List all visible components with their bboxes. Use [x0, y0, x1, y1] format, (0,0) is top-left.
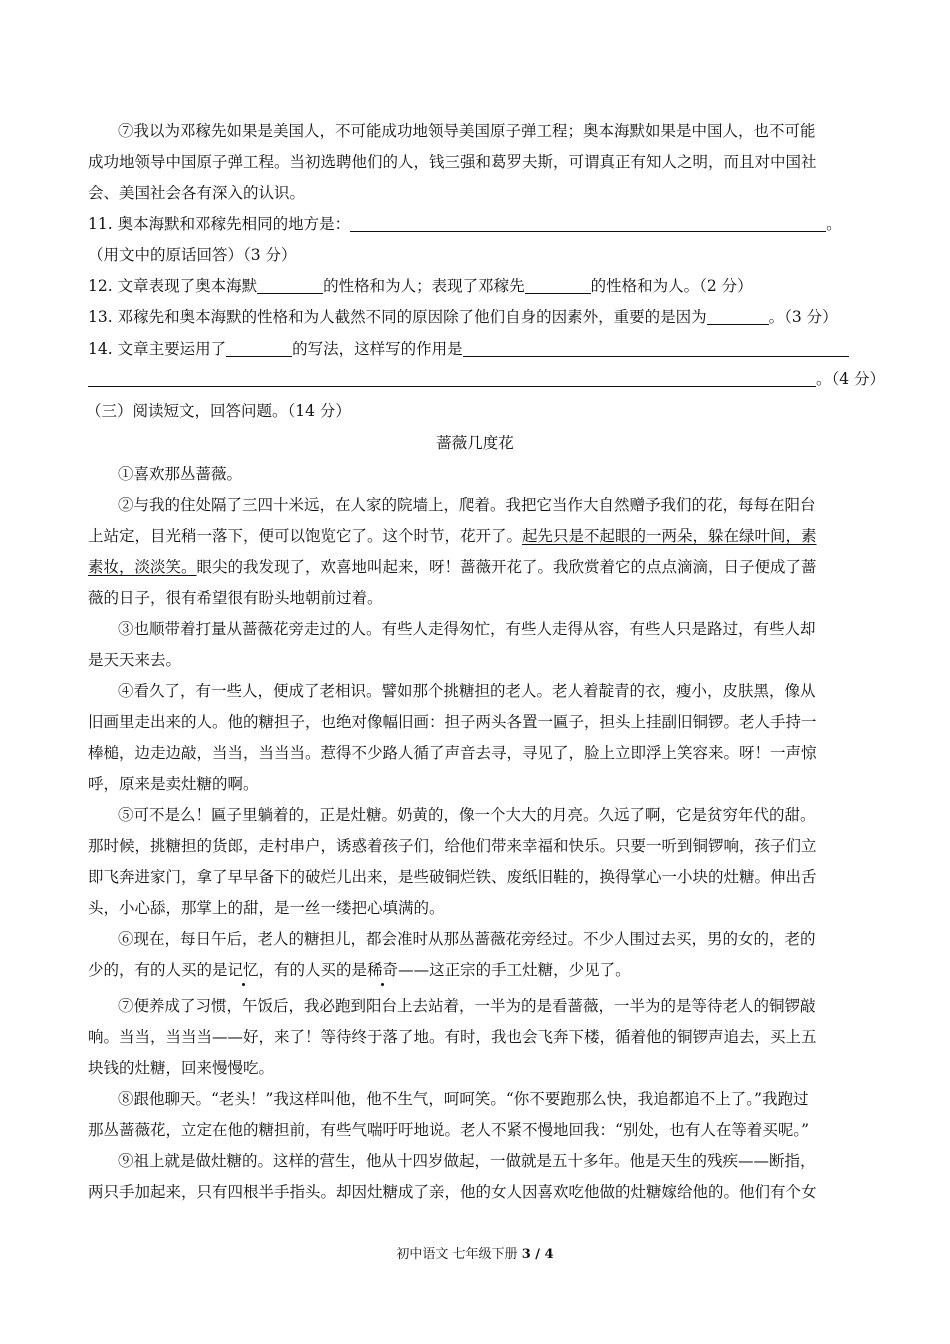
p6-text-a: 少的，有的人买的是 — [88, 961, 228, 979]
p2-text-cont: 眼尖的我发现了，欢喜地叫起来，呀！蔷薇开花了。我欣赏着它的点点滴滴，日子便成了蔷 — [196, 558, 817, 576]
question-14-continued — [88, 368, 886, 390]
passage-p7-line-3: 块钱的灶糖，回来慢慢吃。 — [88, 1059, 275, 1077]
passage-p6-line-2 — [88, 959, 868, 989]
q11-answer-blank[interactable] — [350, 215, 826, 232]
p6-emphasis-memory: 记忆 — [227, 961, 259, 979]
section-3-heading: （三）阅读短文，回答问题。（14 分） — [86, 402, 351, 420]
passage-p5-line-2: 那时候，挑糖担的货郎，走村串户，诱惑着孩子们，给他们带来幸福和快乐。只要一听到铜锣响，孩子们立 — [88, 837, 817, 855]
passage-p4-line-1: ④看久了，有一些人，便成了老相识。譬如那个挑糖担的老人。老人着靛青的衣，瘦小，皮肤黑，像从 — [118, 682, 816, 700]
passage-p9-line-1: ⑨祖上就是做灶糖的。这样的营生，他从十四岁做起，一做就是五十多年。他是天生的残疾——断指， — [118, 1152, 816, 1170]
passage-p6-line-1: ⑥现在，每日午后，老人的糖担儿，都会准时从那丛蔷薇花旁经过。不少人围过去买，男的女的，老的 — [118, 930, 816, 948]
p2-text: 上站定，目光稍一落下，便可以饱览它了。这个时节，花开了。 — [88, 527, 523, 545]
passage-p5-line-3: 即飞奔进家门，拿了早早备下的破烂儿出来，是些破铜烂铁、废纸旧鞋的，换得掌心一小块的灶糖。伸出舌 — [88, 868, 817, 886]
q11-note: （用文中的原话回答）（3 分） — [88, 246, 297, 264]
question-14 — [88, 338, 868, 360]
passage-p4-line-2: 旧画里走出来的人。他的糖担子，也绝对像幅旧画：担子两头各置一匾子，担头上挂副旧铜锣。老人手持一 — [88, 713, 817, 731]
page-footer — [0, 1246, 950, 1264]
passage-p5-line-1: ⑤可不是么！匾子里躺着的，正是灶糖。奶黄的，像一个大大的月亮。久远了啊，它是贫穷年代的甜。 — [118, 806, 816, 824]
question-12 — [88, 275, 868, 297]
p6-text-b: ，有的人买的是 — [258, 961, 368, 979]
q11-prefix: 11. 奥本海默和邓稼先相同的地方是： — [88, 215, 351, 233]
passage-p4-line-3: 棒槌，边走边敲，当当，当当当。惹得不少路人循了声音去寻，寻见了，脸上立即浮上笑容来。呀！一声惊 — [88, 744, 817, 762]
q12-blank-2[interactable] — [525, 277, 591, 294]
passage-p1: ①喜欢那丛蔷薇。 — [118, 465, 243, 483]
passage-p4-line-4: 呼，原来是卖灶糖的啊。 — [88, 775, 259, 793]
passage-title: 蔷薇几度花 — [436, 434, 514, 452]
q13-blank[interactable] — [707, 308, 769, 325]
p6-emphasis-novelty: 稀奇 — [367, 961, 399, 979]
p2-underlined-sentence: 起先只是不起眼的一两朵，躲在绿叶间，素 — [522, 527, 817, 545]
passage-p9-line-2: 两只手加起来，只有四根半手指头。却因灶糖成了亲，他的女人因喜欢吃他做的灶糖嫁给他的。他们有个女 — [88, 1183, 817, 1201]
q13-text-b: 。（3 分） — [768, 308, 838, 326]
passage-p2-line-4: 薇的日子，很有希望很有盼头地朝前过着。 — [88, 589, 383, 607]
footer-label: 初中语文 七年级下册 — [396, 1247, 522, 1262]
q13-text-a: 13. 邓稼先和奥本海默的性格和为人截然不同的原因除了他们自身的因素外，重要的是因为 — [88, 308, 707, 326]
passage-p3-line-2: 是天天来去。 — [88, 651, 182, 669]
p7-line-2: 成功地领导中国原子弹工程。当初选聘他们的人，钱三强和葛罗夫斯，可谓真正有知人之明，而且对中国社 — [88, 153, 817, 171]
passage-p8-line-2: 那丛蔷薇花，立定在他的糖担前，有些气喘吁吁地说。老人不紧不慢地回我：“别处，也有人在等着买呢。” — [88, 1121, 810, 1139]
q11-suffix: 。 — [826, 215, 842, 233]
passage-p8-line-1: ⑧跟他聊天。“老头！”我这样叫他，他不生气，呵呵笑。“你不要跑那么快，我追都追不上了。”我跑过 — [118, 1090, 809, 1108]
question-13 — [88, 306, 868, 328]
q14-text-a: 14. 文章主要运用了 — [88, 340, 227, 358]
page-number: 3 / 4 — [521, 1247, 554, 1262]
q12-text-c: 的性格和为人。（2 分） — [590, 277, 753, 295]
passage-p7-line-2: 响。当当，当当当——好，来了！等待终于落了地。有时，我也会飞奔下楼，循着他的铜锣声追去，买上五 — [88, 1028, 817, 1046]
passage-p5-line-4: 头，小心舔，那掌上的甜，是一丝一缕把心填满的。 — [88, 899, 445, 917]
passage-p3-line-1: ③也顺带着打量从蔷薇花旁走过的人。有些人走得匆忙，有些人走得从容，有些人只是路过，有些人却 — [118, 620, 816, 638]
q12-text-a: 12. 文章表现了奥本海默 — [88, 277, 258, 295]
p2-underlined-sentence-end: 素妆，淡淡笑。 — [88, 558, 197, 576]
passage-p2-line-2 — [88, 525, 868, 547]
q14-blank-2[interactable] — [463, 340, 849, 357]
passage-p2-line-3 — [88, 556, 868, 578]
q14-end: 。（4 分） — [816, 370, 886, 388]
q12-text-b: 的性格和为人；表现了邓稼先 — [323, 277, 525, 295]
passage-p7-line-1: ⑦便养成了习惯，午饭后，我必跑到阳台上去站着，一半为的是看蔷薇，一半为的是等待老人的铜锣敲 — [118, 997, 816, 1015]
p7-line-1: ⑦我以为邓稼先如果是美国人，不可能成功地领导美国原子弹工程；奥本海默如果是中国人，也不可能 — [118, 122, 816, 140]
p6-text-c: ——这正宗的手工灶糖，少见了。 — [398, 961, 631, 979]
p7-line-3: 会、美国社会各有深入的认识。 — [88, 184, 306, 202]
q14-blank-1[interactable] — [226, 340, 292, 357]
question-11 — [88, 213, 868, 235]
q14-blank-3[interactable] — [88, 370, 816, 387]
q12-blank-1[interactable] — [257, 277, 323, 294]
passage-p2-line-1: ②与我的住处隔了三四十米远，在人家的院墙上，爬着。我把它当作大自然赠予我们的花，每每在阳台 — [118, 496, 816, 514]
q14-text-b: 的写法，这样写的作用是 — [292, 340, 463, 358]
